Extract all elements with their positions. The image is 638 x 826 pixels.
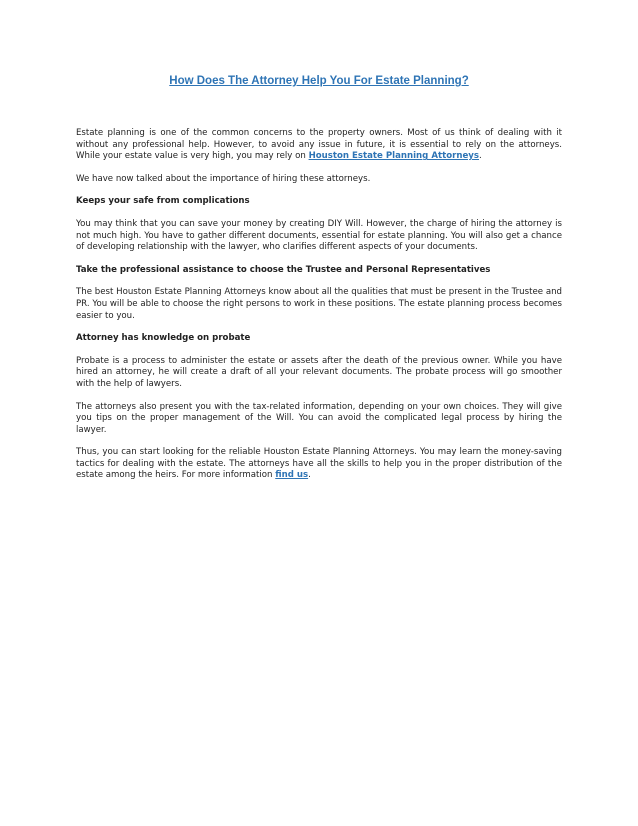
section-heading-probate: Attorney has knowledge on probate (76, 333, 251, 344)
section-heading-complications: Keeps your safe from complications (76, 196, 250, 207)
page-title: How Does The Attorney Help You For Estate Planning? (169, 75, 469, 87)
intro-text-end: . (479, 151, 482, 162)
closing-text: Thus, you can start looking for the reliable Houston Estate Planning Attorneys. You may learn the money-saving tactics for dealing with the estate. The attorneys have all the skills to help you in the proper distribution of the estate among the heirs. For more information (76, 447, 562, 481)
intro-paragraph (76, 128, 562, 163)
intro-text: Estate planning is one of the common concerns to the property owners. Most of us think of dealing with it without any professional help. However, to avoid any issue in future, it is essential to rely on the attorneys. While your estate value is very high, you may rely on (76, 128, 562, 162)
section-body-complications: You may think that you can save your money by creating DIY Will. However, the charge of hiring the attorney is not much high. You have to gather different documents, essential for estate planning. You will also get a chance of developing relationship with the lawyer, who clarifies different aspects of your documents. (76, 218, 562, 253)
closing-paragraph (76, 447, 562, 482)
find-us-link[interactable]: find us (275, 470, 309, 481)
section-heading-trustee: Take the professional assistance to choose the Trustee and Personal Representatives (76, 264, 491, 275)
tax-paragraph: The attorneys also present you with the tax-related information, depending on your own choices. They will give you tips on the proper management of the Will. You can avoid the complicated legal process by hiring the lawyer. (76, 401, 562, 435)
talked-paragraph: We have now talked about the importance of hiring these attorneys. (76, 173, 371, 184)
houston-estate-planning-link[interactable]: Houston Estate Planning Attorneys (308, 151, 479, 162)
section-body-probate: Probate is a process to administer the estate or assets after the death of the previous owner. While you have hired an attorney, he will create a draft of all your relevant documents. The probate process will go smoother with the help of lawyers. (76, 355, 562, 389)
section-body-trustee: The best Houston Estate Planning Attorneys know about all the qualities that must be present in the Trustee and PR. You will be able to choose the right persons to work in these positions. The estate planning process becomes easier to you. (76, 287, 562, 321)
closing-text-end: . (308, 470, 311, 481)
document-body (76, 128, 562, 493)
